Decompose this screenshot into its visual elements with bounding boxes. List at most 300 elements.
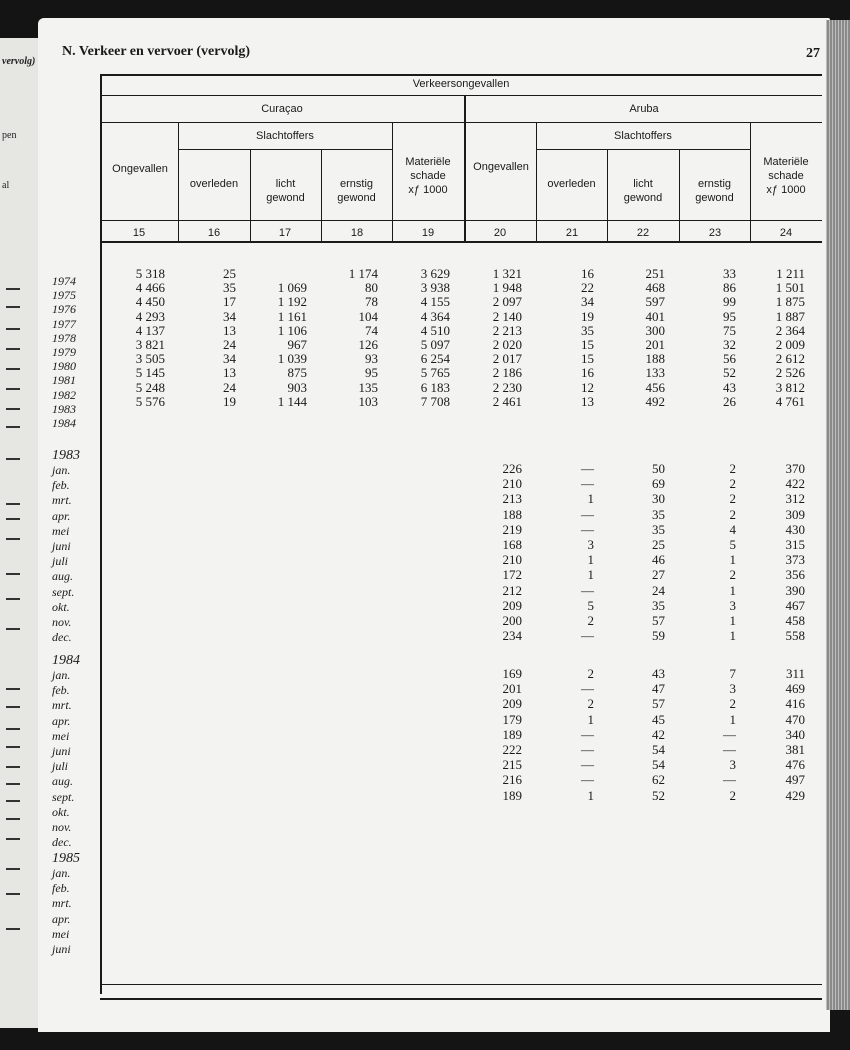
table-cell: 33 [723,266,736,281]
month-label: feb. [52,881,70,896]
table-cell: 5 248 [135,379,165,395]
table-cell: 35 [223,280,236,296]
left-page-dash [6,783,20,785]
page-number: 27 [806,46,820,61]
header-ongevallen-aruba: Ongevallen [473,161,529,173]
table-cell: 370 [785,461,805,476]
table-cell: 201 [502,681,522,697]
table-cell: 95 [365,365,378,381]
table-cell: 1 [729,552,736,568]
table-cell: 5 765 [420,365,450,381]
table-cell: 103 [358,393,378,409]
table-cell: 201 [645,337,665,352]
table-cell: 57 [652,696,665,712]
table-cell: 340 [785,726,805,742]
table-cell: 2 [729,476,736,492]
table-cell: 1 [729,582,736,598]
month-label: jan. [52,866,71,880]
table-cell: 86 [723,280,736,296]
month-label: apr. [52,911,71,926]
year-heading: 1984 [52,653,80,668]
table-cell: 1 069 [277,280,307,296]
table-cell: 2 [729,787,736,803]
table-cell: 215 [502,757,522,773]
table-cell: 222 [502,742,522,757]
month-label: jan. [52,668,71,682]
table-cell: 5 097 [420,337,450,352]
table-cell: 300 [645,322,665,338]
table-cell: 476 [785,757,805,773]
left-page-dash [6,746,20,748]
table-cell: 1 039 [277,351,307,367]
table-cell: 6 183 [420,379,450,395]
month-label: mei [52,523,70,538]
table-cell: 903 [287,379,307,395]
table-cell: 35 [581,322,594,338]
table-cell: 2 213 [492,322,522,338]
table-cell: — [581,757,594,773]
table-cell: 429 [785,787,805,803]
table-cell: 200 [502,613,522,628]
header-ernstig-gewond-aruba: ernstig gewond [695,178,734,204]
table-cell: 27 [652,567,665,583]
table-cell: 24 [652,582,665,598]
table-cell: 2 526 [775,365,805,381]
table-cell: 4 293 [135,308,165,324]
left-page-dash [6,800,20,802]
table-cell: 16 [581,266,594,281]
column-number: 23 [708,227,722,239]
table-cell: 1 [587,552,594,568]
table-cell: 470 [785,711,805,727]
table-cell: — [723,772,736,788]
table-cell: 19 [223,393,236,409]
header-ongevallen-curacao: Ongevallen [112,163,168,175]
column-number: 21 [565,227,579,239]
table-cell: 209 [502,696,522,712]
year-label: 1981 [52,373,76,388]
table-cell: 3 [729,681,736,697]
month-label: juni [52,539,71,553]
left-page-dash [6,598,20,600]
table-cell: 1 192 [277,294,307,310]
year-label: 1983 [52,401,76,416]
month-label: mei [52,926,70,941]
table-cell: 99 [723,294,736,310]
table-cell: 52 [652,787,665,803]
month-label: mei [52,728,70,743]
table-cell: 1 [587,787,594,803]
table-cell: 401 [645,308,665,324]
table-cell: 497 [785,772,805,788]
left-page-dash [6,628,20,630]
table-cell: 26 [723,393,736,409]
column-number: 20 [493,227,507,239]
table-cell: 2 009 [775,337,805,352]
rule [100,220,822,221]
table-cell: 3 812 [775,379,805,395]
table-cell: 1 [729,613,736,628]
header-materiele-schade-curacao: Materiële schade xƒ 1000 [405,156,451,196]
table-cell: — [723,726,736,742]
table-cell: 3 505 [135,351,165,367]
table-cell: — [581,476,594,492]
table-cell: — [581,506,594,522]
table-cell: 59 [652,628,665,644]
table-cell: — [581,772,594,788]
month-label: feb. [52,478,70,493]
left-page-dash [6,688,20,690]
table-cell: 25 [223,266,236,281]
rule [100,241,822,243]
left-page-dash [6,538,20,540]
table-cell: 168 [502,537,522,552]
page-stack-edge [826,20,850,1010]
table-cell: 13 [223,365,236,381]
left-page-dash [6,706,20,708]
year-label: 1984 [52,416,76,430]
header-licht-gewond-aruba: licht gewond [623,178,663,204]
table-cell: 467 [785,597,805,613]
header-overleden-aruba: overleden [547,178,596,190]
table-cell: 52 [723,365,736,381]
table-cell: — [581,742,594,757]
table-cell: 7 708 [420,393,450,409]
month-label: aug. [52,774,73,789]
table-cell: 179 [502,711,522,727]
left-page-snippet: pen [2,130,17,141]
table-cell: 13 [581,393,594,409]
table-cell: 24 [223,379,236,395]
table-cell: 4 761 [775,393,805,409]
table-cell: 34 [223,308,236,324]
rule [100,984,822,985]
table-cell: 219 [502,521,522,537]
table-cell: 458 [785,613,805,628]
table-cell: 1 [587,711,594,727]
table-cell: 1 144 [277,393,307,409]
left-page-dash [6,408,20,410]
table-cell: 2 [587,666,594,681]
table-cell: 4 450 [135,294,165,310]
table-cell: 1 106 [277,322,307,338]
table-cell: 2 [729,506,736,522]
table-cell: 1 [729,711,736,727]
table-cell: 422 [785,476,805,492]
table-cell: 4 466 [135,280,165,296]
table-cell: — [581,726,594,742]
table-cell: 57 [652,613,665,628]
header-materiele-schade-aruba: Materiële schade xƒ 1000 [763,156,809,196]
table-cell: 2 [729,696,736,712]
table-cell: — [581,628,594,644]
rule [100,122,822,123]
table-cell: 967 [287,337,307,352]
table-cell: 468 [645,280,665,296]
rule [178,149,392,150]
month-label: okt. [52,804,70,819]
table-cell: 234 [502,628,522,644]
table-cell: 1 174 [348,266,378,281]
table-cell: 69 [652,476,665,492]
table-cell: 5 [729,537,736,552]
table-cell: 50 [652,461,665,476]
table-cell: 309 [785,506,805,522]
table-cell: 2 461 [492,393,522,409]
table-cell: 35 [652,521,665,537]
column-number: 18 [350,227,364,239]
table-cell: 16 [581,365,594,381]
table-cell: 312 [785,491,805,507]
table-cell: 45 [652,711,665,727]
table-cell: 78 [365,294,378,310]
left-page-dash [6,503,20,505]
left-page-header: vervolg) [2,56,36,67]
table-cell: 54 [652,742,665,757]
month-label: okt. [52,599,70,614]
table-cell: 3 629 [420,266,450,281]
year-label: 1977 [52,316,76,331]
table-cell: 209 [502,597,522,613]
month-label: nov. [52,820,72,834]
table-cell: 189 [502,787,522,803]
left-page-dash [6,573,20,575]
year-label: 1979 [52,345,76,359]
table-cell: 2 [729,461,736,476]
month-label: apr. [52,713,71,728]
table-cell: 6 254 [420,351,450,367]
table-cell: 1 [729,628,736,644]
table-cell: 373 [785,552,805,568]
table-cell: 558 [785,628,805,644]
rule [100,95,822,96]
table-cell: 1 887 [775,308,805,324]
left-page-dash [6,388,20,390]
table-cell: 32 [723,337,736,352]
left-page-dash [6,766,20,768]
left-page-dash [6,426,20,428]
month-label: juli [52,759,69,774]
table-cell: 226 [502,461,522,476]
table-cell: 43 [652,666,665,681]
header-verkeersongevallen: Verkeersongevallen [412,78,510,90]
left-page-dash [6,306,20,308]
column-number: 19 [421,227,435,239]
stub-column-rule [100,74,102,994]
table-cell: 189 [502,726,522,742]
table-cell: 56 [723,351,736,367]
column-number: 22 [636,227,650,239]
table-cell: 15 [581,337,594,352]
table-cell: 80 [365,280,378,296]
table-cell: — [581,521,594,537]
table-cell: 4 364 [420,308,450,324]
table-cell: 597 [645,294,665,310]
table-cell: 2 [587,613,594,628]
table-cell: 95 [723,308,736,324]
month-label: juni [52,942,71,956]
table-cell: 172 [502,567,522,583]
table-cell: 430 [785,521,805,537]
table-cell: 2 [729,491,736,507]
month-label: mrt. [52,896,72,911]
left-page-dash [6,458,20,460]
month-label: aug. [52,569,73,584]
year-label: 1980 [52,359,76,374]
table-cell: 3 821 [135,337,165,352]
table-cell: 210 [502,476,522,492]
table-cell: 43 [723,379,736,395]
table-cell: 133 [645,365,665,381]
table-cell: 5 [587,597,594,613]
header-aruba: Aruba [629,103,659,115]
month-label: sept. [52,789,75,804]
left-page-dash [6,893,20,895]
left-page-dash [6,368,20,370]
table-cell: 2 230 [492,379,522,395]
table-cell: 356 [785,567,805,583]
table-cell: 210 [502,552,522,568]
table-cell: 47 [652,681,665,697]
table-cell: 4 137 [135,322,165,338]
table-cell: 62 [652,772,665,788]
table-cell: 1 501 [775,280,805,296]
table-cell: 4 155 [420,294,450,310]
left-page-dash [6,518,20,520]
left-page-dash [6,328,20,330]
table-cell: 2 186 [492,365,522,381]
header-licht-gewond-curacao: licht gewond [266,178,305,204]
table-cell: 19 [581,308,594,324]
table-cell: 42 [652,726,665,742]
column-number: 24 [779,227,793,239]
year-label: 1978 [52,330,76,345]
column-number: 17 [278,227,292,239]
header-curacao: Curaçao [261,103,303,115]
month-label: nov. [52,615,72,629]
table-cell: 3 [729,757,736,773]
table-cell: 75 [723,322,736,338]
column-number: 15 [132,227,146,239]
table-cell: 216 [502,772,522,788]
left-page-edge [0,38,38,1028]
table-cell: 875 [287,365,307,381]
table-cell: 135 [358,379,378,395]
table-cell: 4 [729,521,736,537]
table-cell: 2 [729,567,736,583]
table-cell: 93 [365,351,378,367]
table-cell: 1 [587,567,594,583]
table-cell: 390 [785,582,805,598]
page-heading: N. Verkeer en vervoer (vervolg) [62,44,251,59]
table-cell: 46 [652,552,665,568]
month-label: sept. [52,584,75,599]
header-slachtoffers-aruba: Slachtoffers [614,130,672,142]
left-page-dash [6,838,20,840]
table-cell: 2 364 [775,322,805,338]
table-cell: 456 [645,379,665,395]
table-cell: 5 576 [135,393,165,409]
table-cell: 416 [785,696,805,712]
table-cell: 311 [785,666,805,681]
table-cell: 1 211 [776,266,805,281]
table-cell: 2 612 [775,351,805,367]
table-cell: 315 [785,537,805,552]
table-cell: 3 938 [420,280,450,296]
table-cell: 74 [365,322,378,338]
table-cell: 169 [502,666,522,681]
table-cell: 213 [502,491,522,507]
table-cell: 188 [645,351,665,367]
table-cell: 34 [223,351,236,367]
table-cell: 13 [223,322,236,338]
month-label: apr. [52,508,71,523]
left-page-snippet: al [2,180,10,191]
month-label: mrt. [52,493,72,508]
table-cell: 1 875 [775,294,805,310]
table-cell: 212 [502,582,522,598]
table-cell: 2 140 [492,308,522,324]
table-cell: — [581,681,594,697]
left-page-dash [6,818,20,820]
table-cell: 5 145 [135,365,165,381]
table-cell: 2 097 [492,294,522,310]
table-cell: 24 [223,337,236,352]
table-cell: — [723,742,736,757]
table-cell: 30 [652,491,665,507]
table-cell: 35 [652,597,665,613]
table-cell: 1 [587,491,594,507]
month-label: dec. [52,835,72,850]
table-cell: 126 [358,337,378,352]
table-cell: 3 [729,597,736,613]
table-cell: 492 [645,393,665,409]
table-cell: 22 [581,280,594,296]
table-cell: 2 017 [492,351,522,367]
left-page-dash [6,288,20,290]
table-cell: 1 321 [492,266,522,281]
table-cell: 35 [652,506,665,522]
table-cell: 1 161 [277,308,307,324]
table-top-rule [100,74,822,76]
year-label: 1976 [52,302,76,317]
table-cell: 3 [587,537,594,552]
year-heading: 1985 [52,851,80,866]
table-cell: 4 510 [420,322,450,338]
month-label: dec. [52,630,72,645]
month-label: juli [52,554,69,569]
table-cell: 251 [645,266,665,281]
table-cell: 12 [581,379,594,395]
table-cell: 104 [358,308,378,324]
table-cell: 469 [785,681,805,697]
header-overleden-curacao: overleden [189,178,239,190]
year-label: 1982 [52,387,76,402]
table-cell: 34 [581,294,594,310]
year-heading: 1983 [52,448,80,463]
year-label: 1975 [52,288,76,303]
month-label: juni [52,744,71,758]
column-number: 16 [207,227,221,239]
left-page-dash [6,928,20,930]
table-bottom-rule [100,998,822,1000]
header-slachtoffers-curacao: Slachtoffers [256,130,314,142]
month-label: feb. [52,683,70,698]
table-cell: 2 020 [492,337,522,352]
rule [536,149,750,150]
table-cell: 381 [785,742,805,757]
table-cell: 15 [581,351,594,367]
